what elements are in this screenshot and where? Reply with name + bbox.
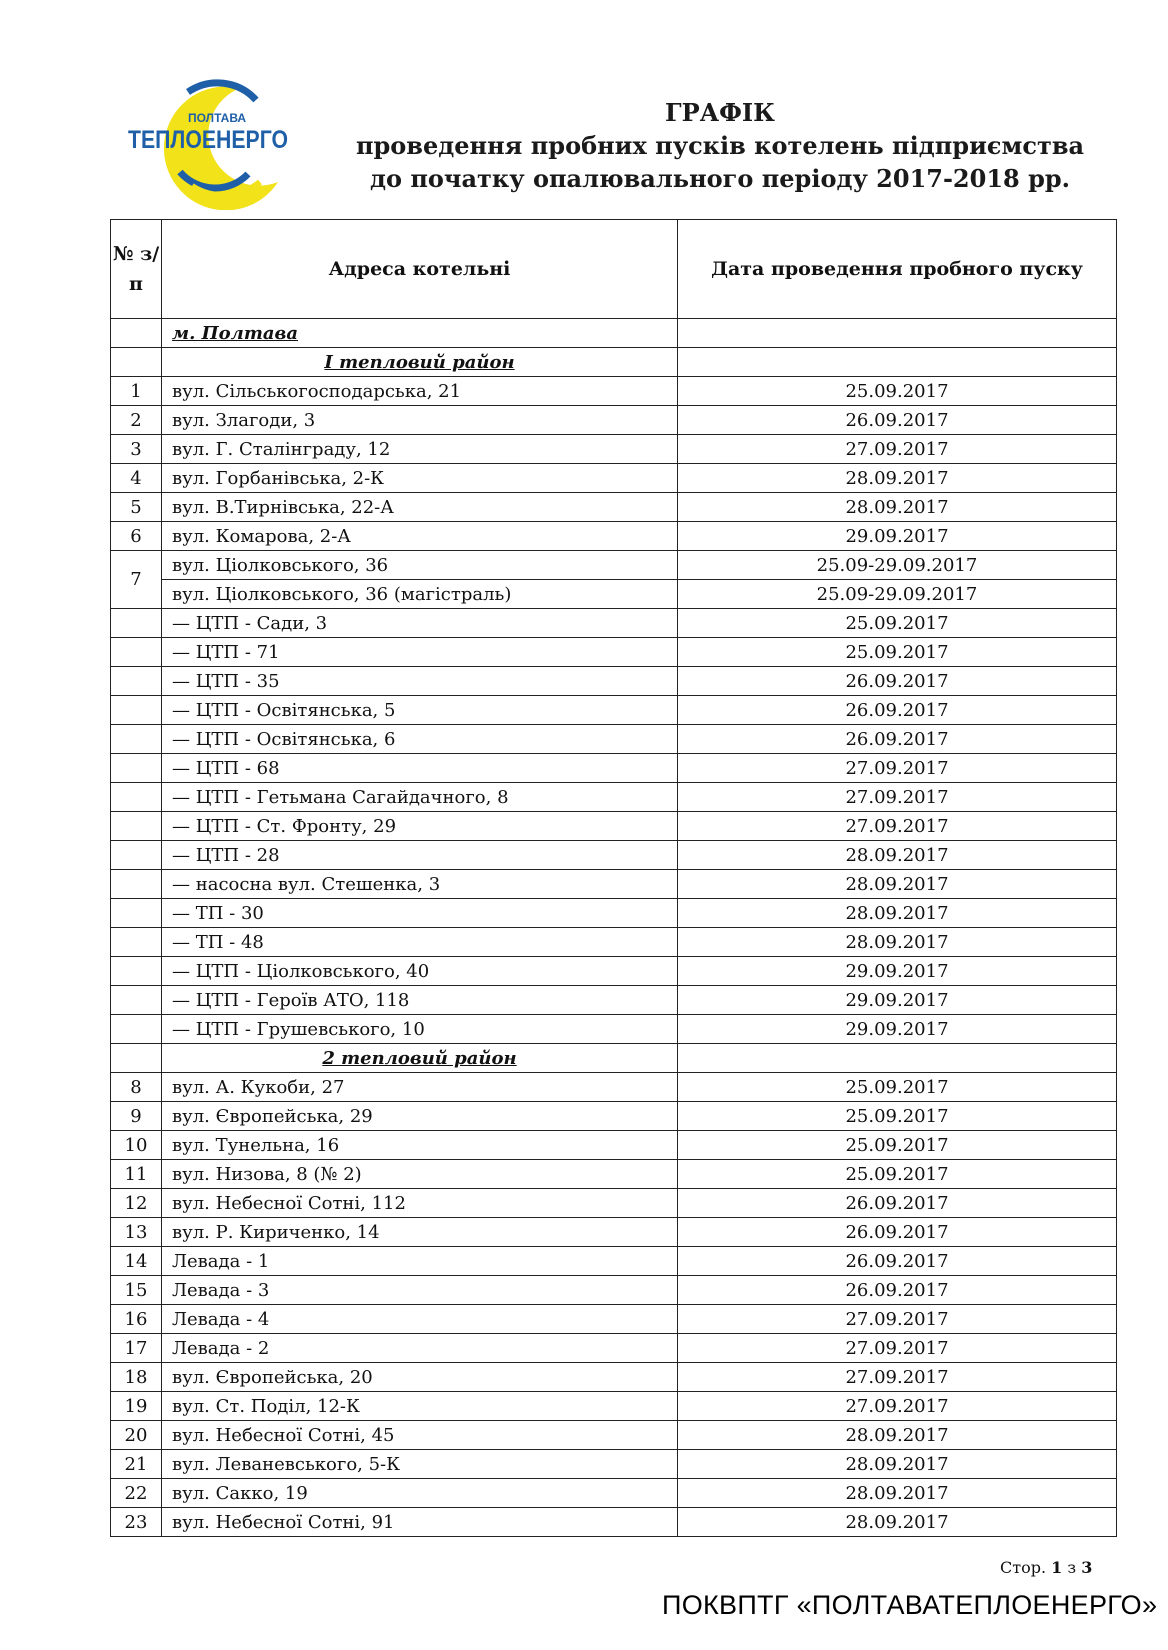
cell-num: 21 bbox=[111, 1450, 162, 1479]
cell-address: — ЦТП - Ціолковського, 40 bbox=[162, 957, 678, 986]
cell-date: 27.09.2017 bbox=[678, 1392, 1117, 1421]
page-current: 1 bbox=[1051, 1558, 1063, 1577]
cell-address: — ЦТП - Освітянська, 5 bbox=[162, 696, 678, 725]
table-row bbox=[111, 551, 1117, 580]
cell-date: 29.09.2017 bbox=[678, 1015, 1117, 1044]
cell-num bbox=[111, 841, 162, 870]
cell-date: 26.09.2017 bbox=[678, 1247, 1117, 1276]
cell-date: 26.09.2017 bbox=[678, 1218, 1117, 1247]
cell-date: 25.09-29.09.2017 bbox=[678, 580, 1117, 609]
company-logo bbox=[128, 70, 298, 210]
cell-date: 25.09.2017 bbox=[678, 1073, 1117, 1102]
cell-date: 27.09.2017 bbox=[678, 754, 1117, 783]
cell-address: — ЦТП - Героїв АТО, 118 bbox=[162, 986, 678, 1015]
cell-num bbox=[111, 1015, 162, 1044]
cell-num: 12 bbox=[111, 1189, 162, 1218]
cell-address: Левада - 2 bbox=[162, 1334, 678, 1363]
cell-date: 28.09.2017 bbox=[678, 841, 1117, 870]
title-line-3: до початку опалювального періоду 2017-2018 рр. bbox=[370, 164, 1070, 193]
table-row bbox=[111, 725, 1117, 754]
cell-address: — ЦТП - 35 bbox=[162, 667, 678, 696]
cell-address: вул. Комарова, 2-А bbox=[162, 522, 678, 551]
cell-address: вул. Ст. Поділ, 12-К bbox=[162, 1392, 678, 1421]
table-row bbox=[111, 754, 1117, 783]
cell-num bbox=[111, 725, 162, 754]
cell-num bbox=[111, 899, 162, 928]
cell-num: 7 bbox=[111, 551, 162, 609]
cell-address bbox=[162, 1044, 678, 1073]
cell-num: 5 bbox=[111, 493, 162, 522]
table-row bbox=[111, 667, 1117, 696]
cell-date: 28.09.2017 bbox=[678, 1508, 1117, 1537]
table-row bbox=[111, 928, 1117, 957]
table-row bbox=[111, 609, 1117, 638]
table-row bbox=[111, 1276, 1117, 1305]
cell-num bbox=[111, 638, 162, 667]
cell-date: 26.09.2017 bbox=[678, 1276, 1117, 1305]
table-row bbox=[111, 696, 1117, 725]
cell-date: 27.09.2017 bbox=[678, 812, 1117, 841]
page-separator: з bbox=[1067, 1558, 1077, 1577]
cell-num bbox=[111, 870, 162, 899]
cell-num: 3 bbox=[111, 435, 162, 464]
cell-address: вул. Сільськогосподарська, 21 bbox=[162, 377, 678, 406]
cell-num bbox=[111, 754, 162, 783]
table-row bbox=[111, 377, 1117, 406]
schedule-table bbox=[110, 219, 1117, 1537]
cell-num bbox=[111, 928, 162, 957]
cell-num: 22 bbox=[111, 1479, 162, 1508]
table-row bbox=[111, 1450, 1117, 1479]
cell-address: — ЦТП - Сади, 3 bbox=[162, 609, 678, 638]
table-row bbox=[111, 406, 1117, 435]
cell-date: 26.09.2017 bbox=[678, 406, 1117, 435]
table-row bbox=[111, 435, 1117, 464]
table-row bbox=[111, 986, 1117, 1015]
cell-address: вул. Горбанівська, 2-К bbox=[162, 464, 678, 493]
cell-date: 28.09.2017 bbox=[678, 1479, 1117, 1508]
table-row bbox=[111, 1479, 1117, 1508]
city-row bbox=[111, 319, 1117, 348]
table-row bbox=[111, 1305, 1117, 1334]
table-row bbox=[111, 1102, 1117, 1131]
table-row bbox=[111, 638, 1117, 667]
cell-num: 6 bbox=[111, 522, 162, 551]
cell-address: — насосна вул. Стешенка, 3 bbox=[162, 870, 678, 899]
cell-date: 26.09.2017 bbox=[678, 1189, 1117, 1218]
table-row bbox=[111, 812, 1117, 841]
logo-graphic bbox=[128, 70, 298, 210]
cell-num: 16 bbox=[111, 1305, 162, 1334]
cell-date: 28.09.2017 bbox=[678, 464, 1117, 493]
logo-main-text: ТЕПЛОЕНЕРГО bbox=[128, 126, 288, 154]
cell-address: Левада - 1 bbox=[162, 1247, 678, 1276]
organization-name: ПОКВПТГ «ПОЛТАВАТЕПЛОЕНЕРГО» bbox=[662, 1590, 1158, 1620]
cell-num bbox=[111, 696, 162, 725]
cell-address: вул. Ціолковського, 36 bbox=[162, 551, 678, 580]
table-row bbox=[111, 783, 1117, 812]
table-row bbox=[111, 1073, 1117, 1102]
cell-address: — ЦТП - 28 bbox=[162, 841, 678, 870]
district-row-label: 2 тепловий район bbox=[322, 1047, 517, 1069]
table-row bbox=[111, 1334, 1117, 1363]
table-row bbox=[111, 1363, 1117, 1392]
cell-date bbox=[678, 319, 1117, 348]
cell-date: 25.09.2017 bbox=[678, 1102, 1117, 1131]
cell-address: — ЦТП - Освітянська, 6 bbox=[162, 725, 678, 754]
table-row bbox=[111, 1160, 1117, 1189]
cell-num: 11 bbox=[111, 1160, 162, 1189]
district-row bbox=[111, 1044, 1117, 1073]
cell-date: 27.09.2017 bbox=[678, 1363, 1117, 1392]
cell-address: — ТП - 48 bbox=[162, 928, 678, 957]
table-row bbox=[111, 957, 1117, 986]
cell-address: вул. В.Тирнівська, 22-А bbox=[162, 493, 678, 522]
logo-top-text: ПОЛТАВА bbox=[188, 111, 247, 125]
cell-address: вул. Тунельна, 16 bbox=[162, 1131, 678, 1160]
cell-address: вул. Ціолковського, 36 (магістраль) bbox=[162, 580, 678, 609]
cell-date: 29.09.2017 bbox=[678, 957, 1117, 986]
table-row bbox=[111, 464, 1117, 493]
cell-num bbox=[111, 812, 162, 841]
cell-date: 28.09.2017 bbox=[678, 493, 1117, 522]
cell-num: 15 bbox=[111, 1276, 162, 1305]
cell-address: вул. Р. Кириченко, 14 bbox=[162, 1218, 678, 1247]
cell-date: 26.09.2017 bbox=[678, 696, 1117, 725]
cell-address: вул. Європейська, 29 bbox=[162, 1102, 678, 1131]
cell-address: — ЦТП - Гетьмана Сагайдачного, 8 bbox=[162, 783, 678, 812]
cell-address: вул. Леваневського, 5-К bbox=[162, 1450, 678, 1479]
cell-date: 25.09.2017 bbox=[678, 377, 1117, 406]
cell-address: вул. Злагоди, 3 bbox=[162, 406, 678, 435]
cell-num: 14 bbox=[111, 1247, 162, 1276]
district-row bbox=[111, 348, 1117, 377]
cell-num bbox=[111, 348, 162, 377]
table-row bbox=[111, 493, 1117, 522]
table-row bbox=[111, 1218, 1117, 1247]
cell-date: 25.09.2017 bbox=[678, 609, 1117, 638]
table-header-row bbox=[111, 220, 1117, 319]
cell-address bbox=[162, 319, 678, 348]
cell-address: Левада - 4 bbox=[162, 1305, 678, 1334]
cell-address: вул. А. Кукоби, 27 bbox=[162, 1073, 678, 1102]
table-body bbox=[111, 319, 1117, 1537]
cell-address: — ЦТП - Грушевського, 10 bbox=[162, 1015, 678, 1044]
cell-date: 26.09.2017 bbox=[678, 725, 1117, 754]
cell-address: вул. Сакко, 19 bbox=[162, 1479, 678, 1508]
table-row bbox=[111, 1508, 1117, 1537]
cell-date: 25.09-29.09.2017 bbox=[678, 551, 1117, 580]
cell-num: 23 bbox=[111, 1508, 162, 1537]
cell-address: — ЦТП - 68 bbox=[162, 754, 678, 783]
table-row bbox=[111, 1015, 1117, 1044]
cell-date: 27.09.2017 bbox=[678, 783, 1117, 812]
page-total: 3 bbox=[1081, 1558, 1093, 1577]
cell-num: 18 bbox=[111, 1363, 162, 1392]
city-row-label: м. Полтава bbox=[172, 322, 299, 344]
cell-address: вул. Небесної Сотні, 91 bbox=[162, 1508, 678, 1537]
cell-date: 29.09.2017 bbox=[678, 522, 1117, 551]
cell-address: вул. Низова, 8 (№ 2) bbox=[162, 1160, 678, 1189]
district-row-label: І тепловий район bbox=[324, 351, 515, 373]
cell-num bbox=[111, 957, 162, 986]
cell-num: 9 bbox=[111, 1102, 162, 1131]
cell-num: 20 bbox=[111, 1421, 162, 1450]
cell-num bbox=[111, 783, 162, 812]
cell-address: Левада - 3 bbox=[162, 1276, 678, 1305]
cell-date: 28.09.2017 bbox=[678, 1450, 1117, 1479]
title-line-2: проведення пробних пусків котелень підприємства bbox=[355, 131, 1085, 160]
cell-num: 1 bbox=[111, 377, 162, 406]
cell-num: 13 bbox=[111, 1218, 162, 1247]
cell-num: 8 bbox=[111, 1073, 162, 1102]
cell-date: 28.09.2017 bbox=[678, 1421, 1117, 1450]
page-number bbox=[1000, 1558, 1092, 1577]
cell-date bbox=[678, 1044, 1117, 1073]
cell-address: вул. Г. Сталінграду, 12 bbox=[162, 435, 678, 464]
cell-date: 27.09.2017 bbox=[678, 435, 1117, 464]
table-row bbox=[111, 1247, 1117, 1276]
table-row bbox=[111, 1392, 1117, 1421]
cell-date: 28.09.2017 bbox=[678, 899, 1117, 928]
cell-address: вул. Європейська, 20 bbox=[162, 1363, 678, 1392]
table-row bbox=[111, 580, 1117, 609]
cell-date: 25.09.2017 bbox=[678, 1131, 1117, 1160]
cell-address: — ЦТП - 71 bbox=[162, 638, 678, 667]
header-address: Адреса котельні bbox=[162, 220, 678, 319]
cell-address bbox=[162, 348, 678, 377]
table-row bbox=[111, 1189, 1117, 1218]
cell-num bbox=[111, 1044, 162, 1073]
cell-date: 25.09.2017 bbox=[678, 638, 1117, 667]
cell-num bbox=[111, 609, 162, 638]
cell-num bbox=[111, 319, 162, 348]
cell-num: 10 bbox=[111, 1131, 162, 1160]
cell-address: вул. Небесної Сотні, 112 bbox=[162, 1189, 678, 1218]
cell-num: 19 bbox=[111, 1392, 162, 1421]
cell-date: 29.09.2017 bbox=[678, 986, 1117, 1015]
cell-date: 28.09.2017 bbox=[678, 928, 1117, 957]
cell-num: 2 bbox=[111, 406, 162, 435]
cell-date: 25.09.2017 bbox=[678, 1160, 1117, 1189]
document-title bbox=[330, 96, 1110, 195]
table-row bbox=[111, 841, 1117, 870]
title-line-1: ГРАФІК bbox=[665, 98, 775, 127]
cell-address: вул. Небесної Сотні, 45 bbox=[162, 1421, 678, 1450]
header-date: Дата проведення пробного пуску bbox=[678, 220, 1117, 319]
cell-date: 27.09.2017 bbox=[678, 1305, 1117, 1334]
page-prefix: Стор. bbox=[1000, 1558, 1047, 1577]
table-row bbox=[111, 1131, 1117, 1160]
cell-address: — ЦТП - Ст. Фронту, 29 bbox=[162, 812, 678, 841]
cell-date: 26.09.2017 bbox=[678, 667, 1117, 696]
cell-num: 17 bbox=[111, 1334, 162, 1363]
header-num: № з/п bbox=[111, 220, 162, 319]
table-row bbox=[111, 522, 1117, 551]
cell-date: 27.09.2017 bbox=[678, 1334, 1117, 1363]
cell-address: — ТП - 30 bbox=[162, 899, 678, 928]
table-row bbox=[111, 1421, 1117, 1450]
cell-num: 4 bbox=[111, 464, 162, 493]
cell-num bbox=[111, 667, 162, 696]
cell-num bbox=[111, 986, 162, 1015]
cell-date bbox=[678, 348, 1117, 377]
table-row bbox=[111, 870, 1117, 899]
table-row bbox=[111, 899, 1117, 928]
cell-date: 28.09.2017 bbox=[678, 870, 1117, 899]
